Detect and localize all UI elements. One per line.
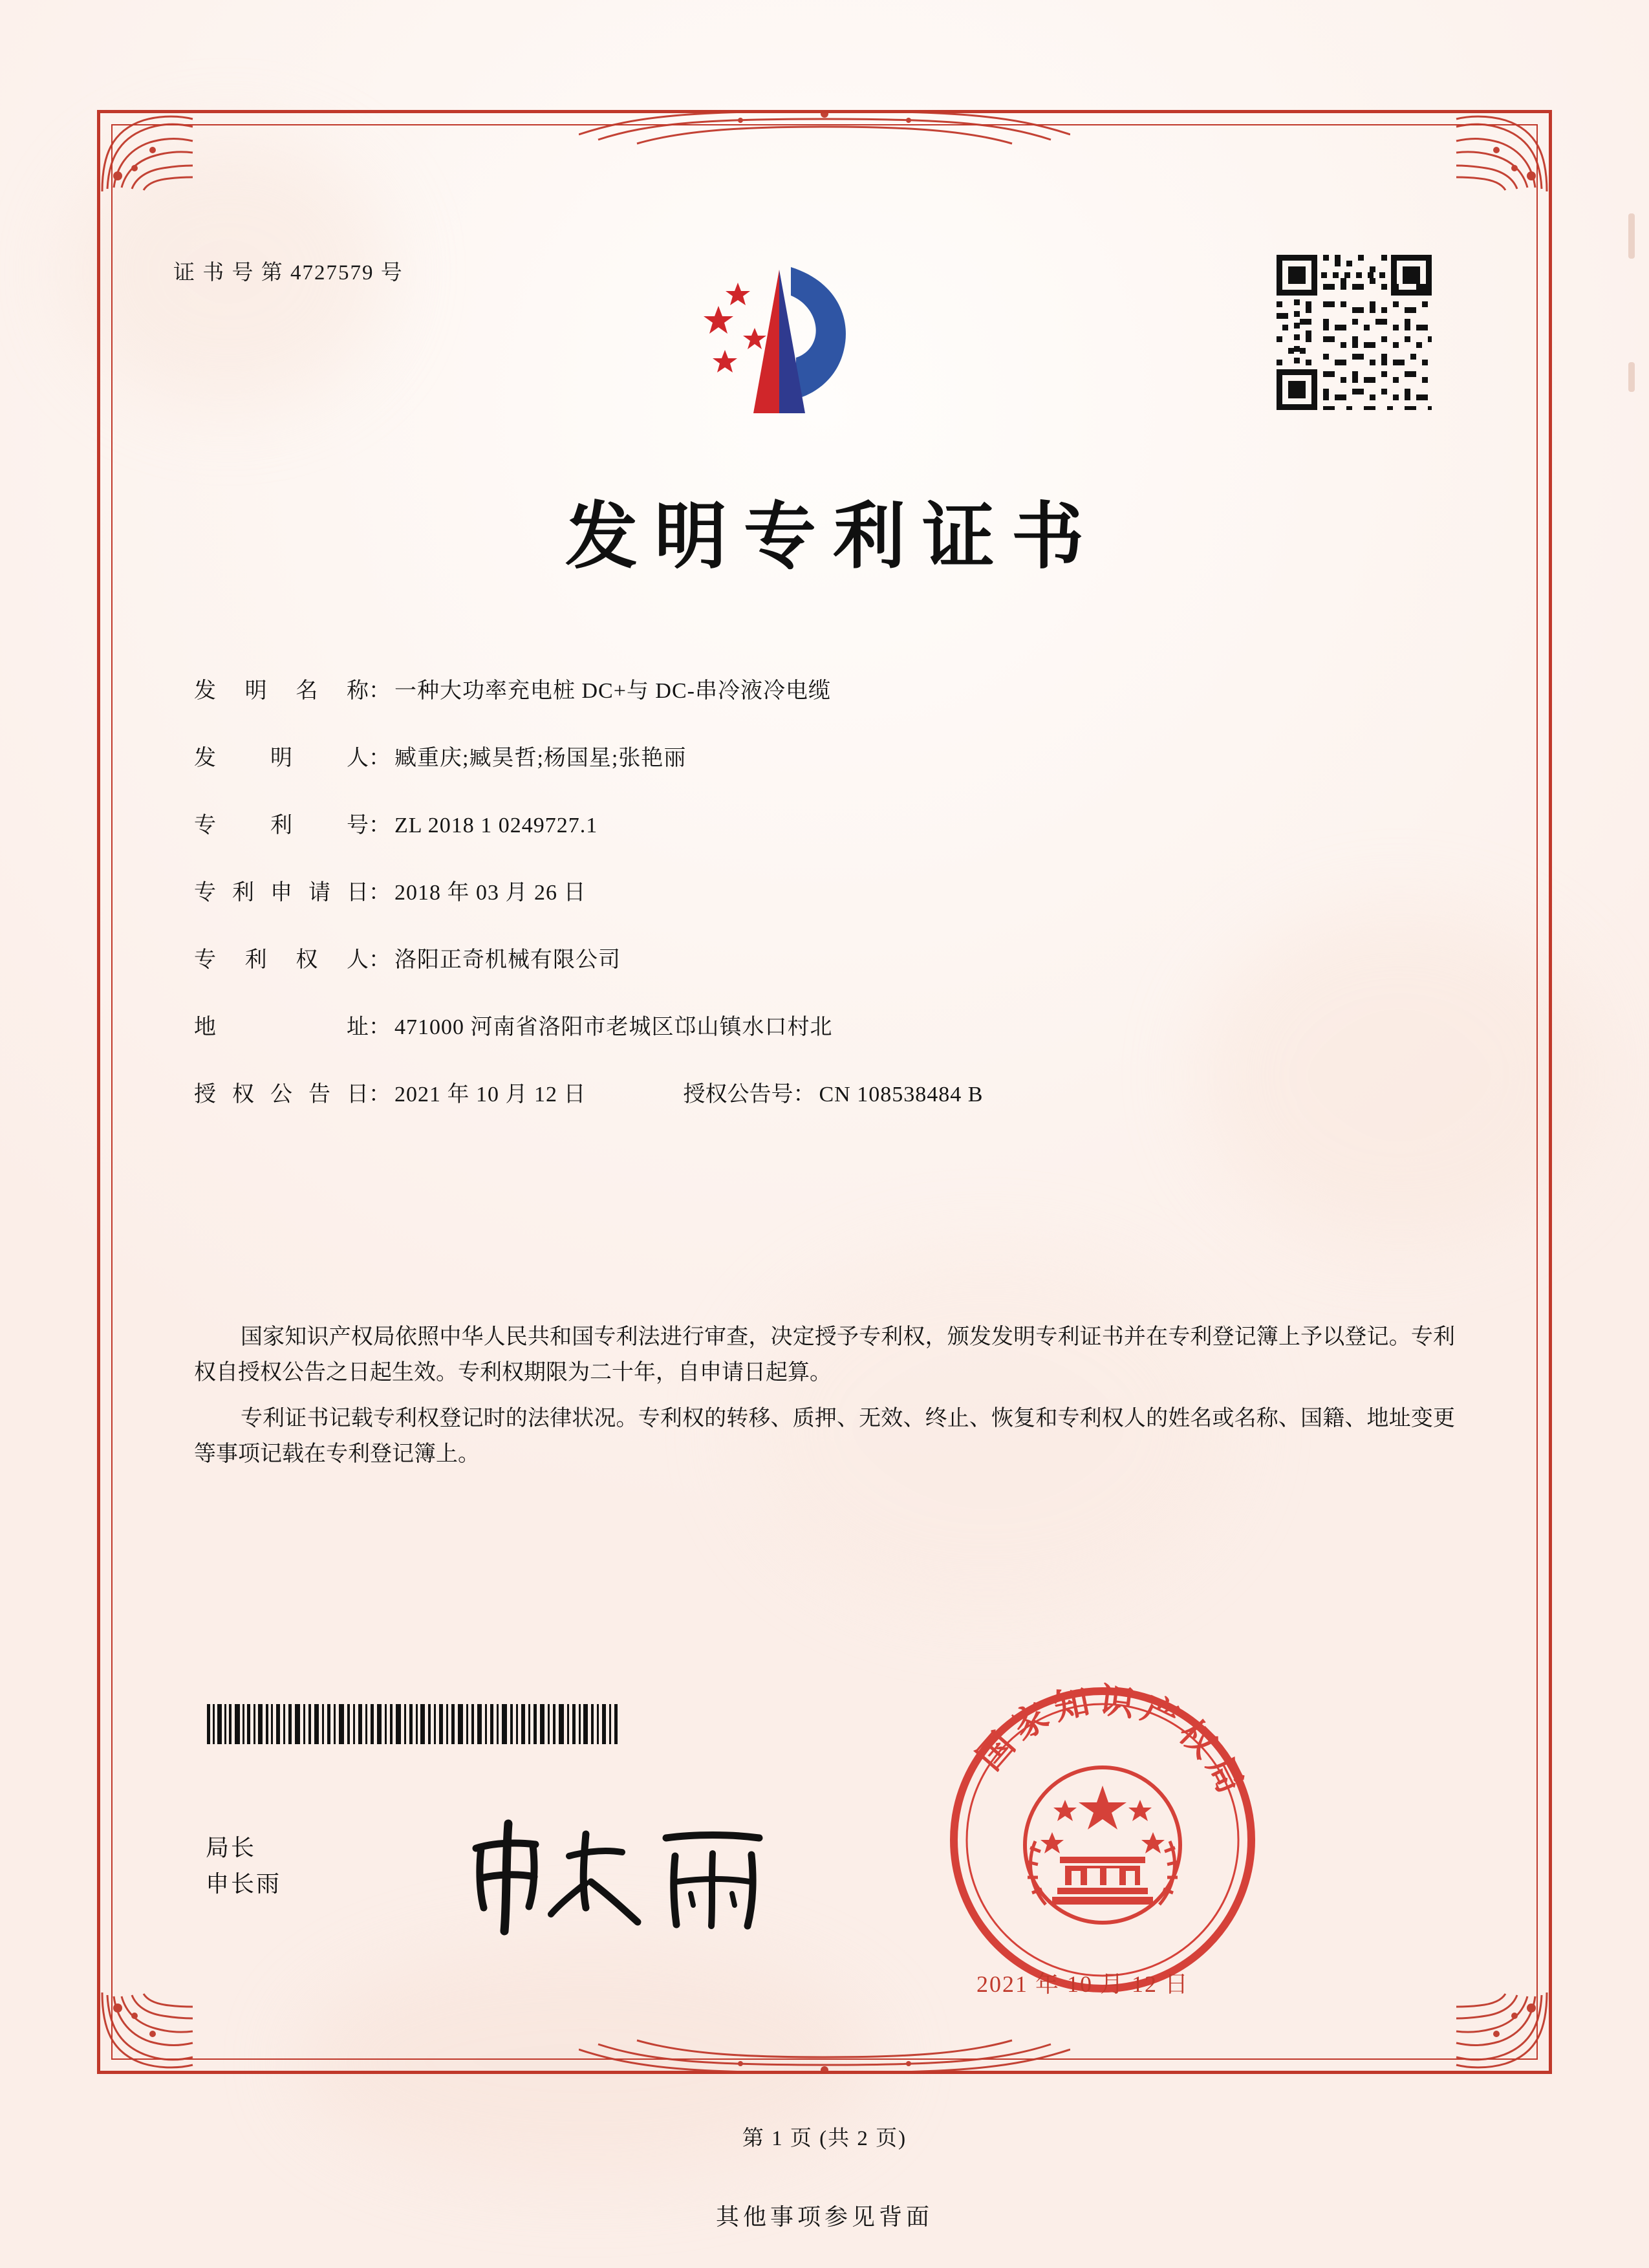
field-application-date <box>194 874 1455 906</box>
field-colon: ： <box>369 679 391 703</box>
back-side-note: 其他事项参见背面 <box>715 2204 933 2230</box>
field-patent-number <box>194 807 1455 839</box>
grant-number-label: 授权公告号 <box>683 1083 793 1107</box>
field-value: 一种大功率充电桩 DC+与 DC-串冷液冷电缆 <box>394 679 831 703</box>
field-value: 471000 河南省洛阳市老城区邙山镇水口村北 <box>394 1015 833 1039</box>
handwritten-signature <box>453 1811 789 1940</box>
qr-code-icon <box>1273 251 1436 414</box>
field-colon: ： <box>369 746 391 770</box>
field-colon: ： <box>369 1015 391 1039</box>
legal-paragraph-2: 专利证书记载专利权登记时的法律状况。专利权的转移、质押、无效、终止、恢复和专利权人的姓名或名称、国籍、地址变更等事项记载在专利登记簿上。 <box>194 1407 1455 1467</box>
field-colon: ： <box>369 1083 391 1107</box>
field-colon: ： <box>369 881 391 905</box>
field-invention-name <box>194 673 1455 704</box>
field-label: 专利申请日 <box>194 881 369 905</box>
field-patentee <box>194 942 1455 973</box>
page-indicator: 第 1 页 (共 2 页) <box>742 2127 907 2150</box>
edge-mark <box>1628 362 1635 392</box>
field-label: 发 明 名 称 <box>194 679 369 703</box>
field-value: 2018 年 03 月 26 日 <box>394 881 587 905</box>
page-title: 发明专利证书 <box>565 494 1101 579</box>
seal-date: 2021 年 10 月 12 日 <box>976 1971 1190 1997</box>
grant-date-value: 2021 年 10 月 12 日 <box>394 1083 587 1107</box>
official-red-seal-icon <box>941 1678 1264 2002</box>
field-label: 发 明 人 <box>194 746 369 770</box>
director-title-label: 局长 <box>206 1835 257 1861</box>
barcode-icon <box>207 1704 621 1744</box>
field-label: 专 利 权 人 <box>194 948 369 972</box>
field-label: 地 址 <box>194 1015 369 1039</box>
field-address <box>194 1009 1455 1041</box>
field-list <box>194 673 1455 1143</box>
director-name: 申长雨 <box>206 1870 282 1897</box>
cnipa-star-logo-icon <box>682 255 876 437</box>
field-colon: ： <box>369 948 391 972</box>
field-inventors <box>194 740 1455 772</box>
certificate-number: 证 书 号 第 4727579 号 <box>173 261 404 285</box>
field-grant-row <box>194 1076 1455 1108</box>
legal-text <box>194 1319 1455 1482</box>
field-value: 臧重庆;臧昊哲;杨国星;张艳丽 <box>394 746 687 770</box>
field-value: 洛阳正奇机械有限公司 <box>394 948 621 972</box>
signature-block <box>206 1830 281 1903</box>
field-label: 专 利 号 <box>194 814 369 837</box>
grant-date-label: 授权公告日 <box>194 1083 369 1107</box>
legal-paragraph-1: 国家知识产权局依照中华人民共和国专利法进行审查，决定授予专利权，颁发发明专利证书并在专利登记簿上予以登记。专利权自授权公告之日起生效。专利权期限为二十年，自申请日起算。 <box>194 1325 1455 1385</box>
svg-text:国家知识产权局: 国家知识产权局 <box>968 1678 1255 1806</box>
field-colon: ： <box>793 1083 815 1107</box>
field-colon: ： <box>369 814 391 837</box>
field-value: ZL 2018 1 0249727.1 <box>394 814 598 837</box>
edge-mark <box>1628 213 1635 259</box>
grant-number-value: CN 108538484 B <box>819 1083 984 1107</box>
